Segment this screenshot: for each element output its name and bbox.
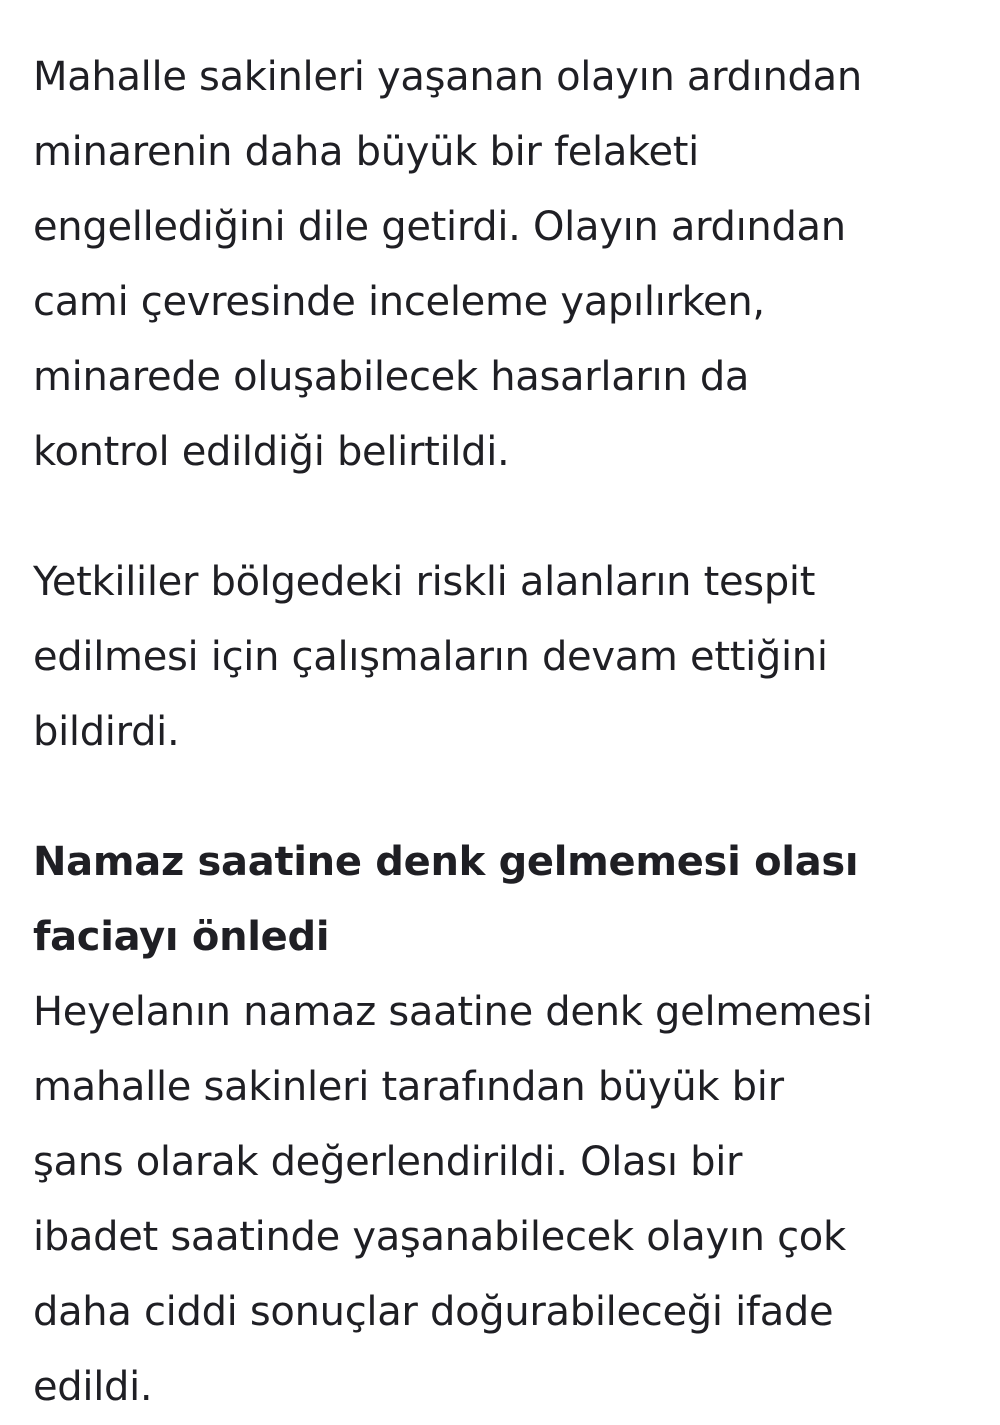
text-line: engellediğini dile getirdi. Olayın ardından [33, 204, 846, 250]
text-line: daha ciddi sonuçlar doğurabileceği ifade [33, 1289, 834, 1335]
text-line: minarenin daha büyük bir felaketi [33, 129, 699, 175]
text-line: cami çevresinde inceleme yapılırken, [33, 279, 765, 325]
text-line: ibadet saatinde yaşanabilecek olayın çok [33, 1214, 846, 1260]
text-line: Yetkililer bölgedeki riskli alanların tespit [33, 559, 816, 605]
section-heading [33, 825, 973, 975]
text-line: kontrol edildiği belirtildi. [33, 429, 510, 475]
paragraph-spacer [33, 770, 973, 825]
heading-line: Namaz saatine denk gelmemesi olası [33, 839, 859, 885]
paragraph-spacer [33, 490, 973, 545]
paragraph-minaret-prevented-disaster [33, 40, 973, 490]
paragraph-prayer-time-luck [33, 975, 973, 1425]
text-line: şans olarak değerlendirildi. Olası bir [33, 1139, 743, 1185]
text-line: mahalle sakinleri tarafından büyük bir [33, 1064, 784, 1110]
text-line: Heyelanın namaz saatine denk gelmemesi [33, 989, 873, 1035]
text-line: edilmesi için çalışmaların devam ettiğini [33, 634, 828, 680]
text-line: edildi. [33, 1364, 153, 1410]
article-body [33, 40, 973, 1425]
paragraph-risk-areas [33, 545, 973, 770]
text-line: bildirdi. [33, 709, 180, 755]
heading-line: faciayı önledi [33, 914, 330, 960]
text-line: Mahalle sakinleri yaşanan olayın ardından [33, 54, 862, 100]
text-line: minarede oluşabilecek hasarların da [33, 354, 750, 400]
